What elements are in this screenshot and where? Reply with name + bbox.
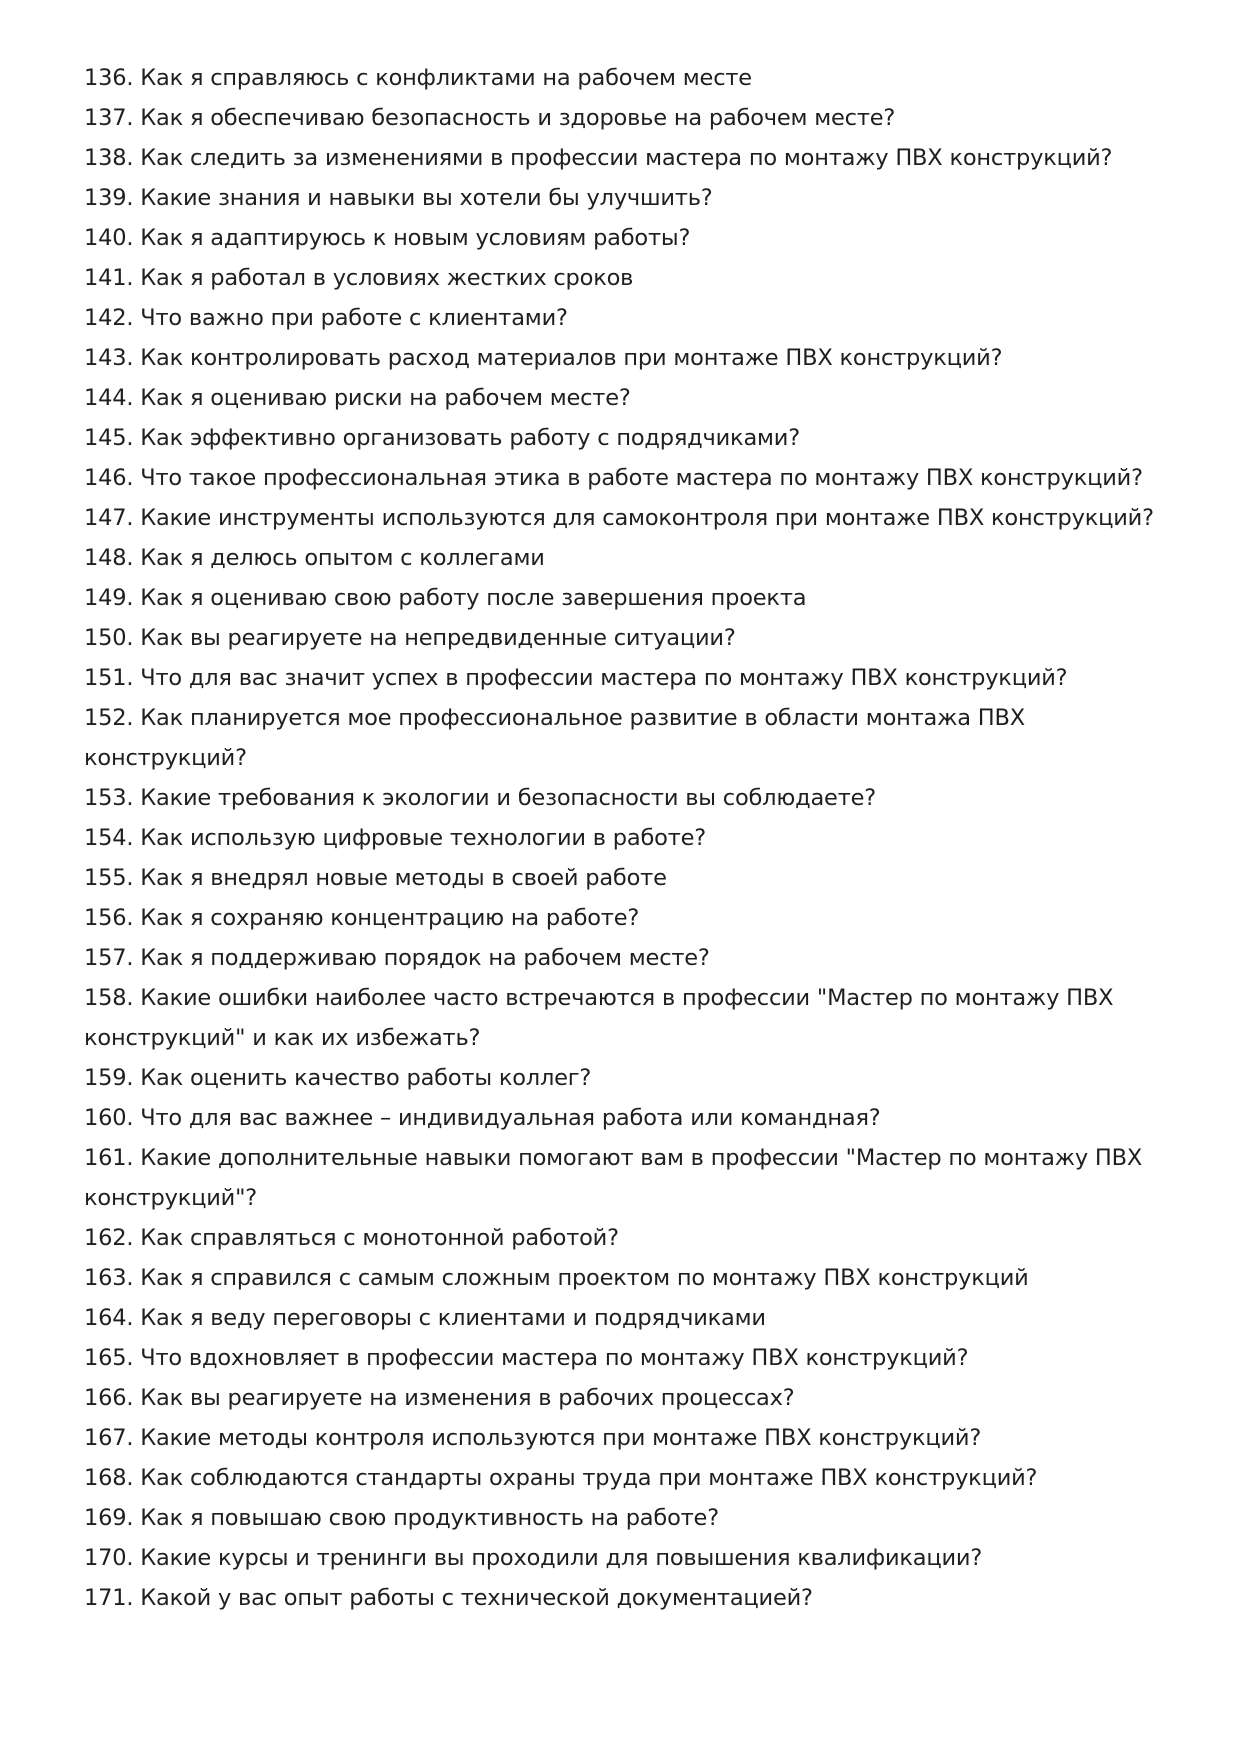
question-line: 143. Как контролировать расход материалов при монтаже ПВХ конструкций? xyxy=(84,345,1003,371)
question-line: 156. Как я сохраняю концентрацию на работе? xyxy=(84,905,640,931)
question-line: 142. Что важно при работе с клиентами? xyxy=(84,305,568,331)
question-line-continuation: конструкций? xyxy=(84,745,247,771)
question-line: 168. Как соблюдаются стандарты охраны труда при монтаже ПВХ конструкций? xyxy=(84,1465,1038,1491)
question-line-continuation: конструкций"? xyxy=(84,1185,257,1211)
question-line: 165. Что вдохновляет в профессии мастера по монтажу ПВХ конструкций? xyxy=(84,1345,969,1371)
question-line: 167. Какие методы контроля используются при монтаже ПВХ конструкций? xyxy=(84,1425,982,1451)
question-line: 169. Как я повышаю свою продуктивность на работе? xyxy=(84,1505,719,1531)
question-line: 155. Как я внедрял новые методы в своей работе xyxy=(84,865,667,891)
question-line: 146. Что такое профессиональная этика в работе мастера по монтажу ПВХ конструкций? xyxy=(84,465,1143,491)
question-line: 152. Как планируется мое профессиональное развитие в области монтажа ПВХ xyxy=(84,705,1025,731)
question-line: 162. Как справляться с монотонной работой? xyxy=(84,1225,619,1251)
question-line: 148. Как я делюсь опытом с коллегами xyxy=(84,545,545,571)
question-line: 136. Как я справляюсь с конфликтами на рабочем месте xyxy=(84,65,752,91)
question-line: 150. Как вы реагируете на непредвиденные ситуации? xyxy=(84,625,736,651)
question-line: 166. Как вы реагируете на изменения в рабочих процессах? xyxy=(84,1385,795,1411)
question-line: 138. Как следить за изменениями в профессии мастера по монтажу ПВХ конструкций? xyxy=(84,145,1113,171)
question-line: 145. Как эффективно организовать работу с подрядчиками? xyxy=(84,425,800,451)
question-line: 164. Как я веду переговоры с клиентами и подрядчиками xyxy=(84,1305,766,1331)
question-line: 140. Как я адаптируюсь к новым условиям работы? xyxy=(84,225,691,251)
question-line: 161. Какие дополнительные навыки помогают вам в профессии "Мастер по монтажу ПВХ xyxy=(84,1145,1143,1171)
question-line: 158. Какие ошибки наиболее часто встречаются в профессии "Мастер по монтажу ПВХ xyxy=(84,985,1114,1011)
question-line: 170. Какие курсы и тренинги вы проходили для повышения квалификации? xyxy=(84,1545,983,1571)
question-line: 144. Как я оцениваю риски на рабочем месте? xyxy=(84,385,631,411)
question-line: 137. Как я обеспечиваю безопасность и здоровье на рабочем месте? xyxy=(84,105,896,131)
question-line: 141. Как я работал в условиях жестких сроков xyxy=(84,265,634,291)
question-line: 153. Какие требования к экологии и безопасности вы соблюдаете? xyxy=(84,785,876,811)
question-line: 163. Как я справился с самым сложным проектом по монтажу ПВХ конструкций xyxy=(84,1265,1029,1291)
question-line: 151. Что для вас значит успех в профессии мастера по монтажу ПВХ конструкций? xyxy=(84,665,1068,691)
question-line: 139. Какие знания и навыки вы хотели бы улучшить? xyxy=(84,185,713,211)
question-line: 154. Как использую цифровые технологии в работе? xyxy=(84,825,707,851)
question-line: 157. Как я поддерживаю порядок на рабочем месте? xyxy=(84,945,710,971)
question-line: 160. Что для вас важнее – индивидуальная работа или командная? xyxy=(84,1105,881,1131)
question-line-continuation: конструкций" и как их избежать? xyxy=(84,1025,481,1051)
question-list xyxy=(84,58,1164,1618)
question-line: 149. Как я оцениваю свою работу после завершения проекта xyxy=(84,585,807,611)
question-line: 159. Как оценить качество работы коллег? xyxy=(84,1065,592,1091)
question-line: 171. Какой у вас опыт работы с технической документацией? xyxy=(84,1585,813,1611)
question-line: 147. Какие инструменты используются для самоконтроля при монтаже ПВХ конструкций? xyxy=(84,505,1154,531)
